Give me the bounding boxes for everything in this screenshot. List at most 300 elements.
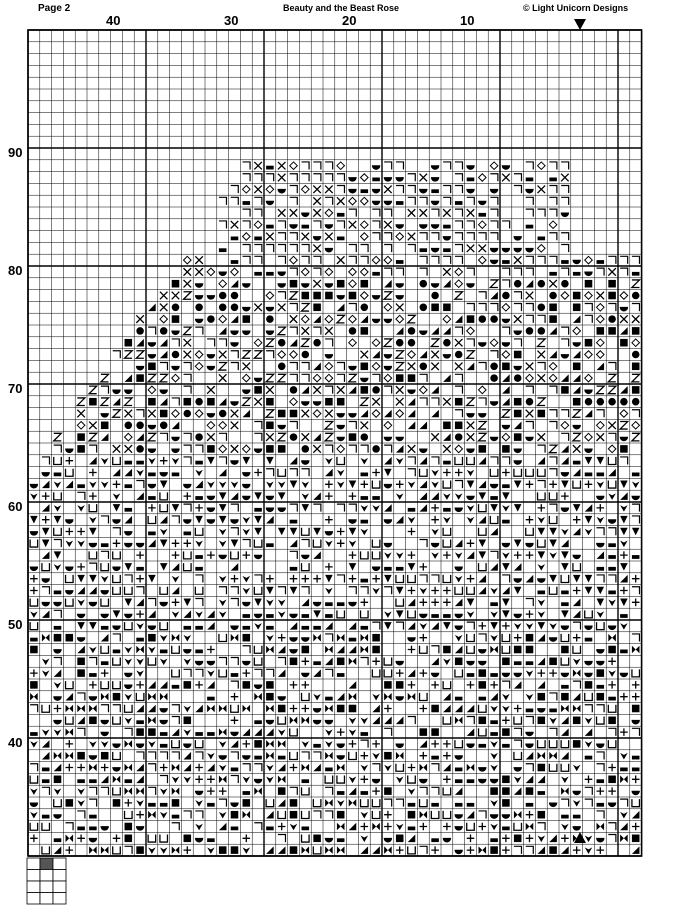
half-circle-symbol [467,449,475,453]
half-circle-symbol [490,484,498,488]
u-shape-symbol [113,587,121,595]
u-shape-symbol [254,587,262,595]
plus-symbol [443,469,451,477]
half-square-symbol [396,260,404,264]
u-shape-symbol [372,669,380,677]
corner-symbol [372,209,380,217]
heart-symbol [89,517,97,524]
full-square-symbol [349,705,357,713]
bowtie-symbol [408,693,416,701]
z-letter-symbol [408,315,416,323]
half-circle-symbol [573,425,581,429]
cross-symbol [231,221,239,229]
diamond-symbol [597,422,605,430]
corner-symbol [632,256,640,264]
half-square-symbol [42,779,50,783]
half-circle-symbol [278,272,286,276]
heart-symbol [266,777,274,784]
full-square-symbol [278,410,286,418]
cross-symbol [337,386,345,394]
plus-symbol [372,658,380,666]
half-square-symbol [184,532,192,536]
z-letter-symbol [538,339,546,347]
half-circle-symbol [195,838,203,842]
heart-symbol [184,777,192,784]
corner-symbol [278,658,286,666]
plus-symbol [514,634,522,642]
half-circle-symbol [219,272,227,276]
half-square-symbol [361,473,369,477]
heart-symbol [490,706,498,713]
half-circle-symbol [278,425,286,429]
circle-symbol [372,445,380,453]
full-square-symbol [632,386,640,394]
z-letter-symbol [101,398,109,406]
full-square-symbol [290,280,298,288]
half-square-symbol [278,756,286,760]
half-circle-symbol [514,237,522,241]
plus-symbol [42,516,50,524]
corner-symbol [561,197,569,205]
corner-symbol [561,410,569,418]
heart-symbol [361,529,369,536]
center-marker-bottom-icon [574,832,586,843]
u-shape-symbol [408,776,416,784]
u-shape-symbol [573,646,581,654]
half-circle-symbol [243,473,251,477]
half-square-symbol [243,626,251,630]
u-shape-symbol [479,563,487,571]
corner-symbol [290,327,298,335]
diamond-symbol [479,256,487,264]
circle-symbol [290,386,298,394]
heart-symbol [372,505,380,512]
corner-symbol [195,811,203,819]
corner-symbol [467,268,475,276]
full-square-symbol [231,846,239,854]
corner-symbol [254,197,262,205]
half-circle-symbol [30,484,38,488]
full-square-symbol [443,304,451,312]
triangle-symbol [89,587,97,595]
half-square-symbol [597,803,605,807]
triangle-symbol [266,811,274,819]
down-triangle-symbol [207,457,215,465]
heart-symbol [467,505,475,512]
heart-symbol [219,541,227,548]
half-circle-symbol [467,284,475,288]
heart-symbol [54,482,62,489]
u-shape-symbol [443,481,451,489]
diamond-symbol [184,256,192,264]
full-square-symbol [361,327,369,335]
heart-symbol [243,576,251,583]
triangle-symbol [302,599,310,607]
half-circle-symbol [160,720,168,724]
u-shape-symbol [420,646,428,654]
triangle-symbol [502,374,510,382]
diamond-symbol [290,351,298,359]
half-square-symbol [325,602,333,606]
down-triangle-symbol [384,575,392,583]
half-square-symbol [313,661,321,665]
corner-symbol [384,799,392,807]
half-square-symbol [585,473,593,477]
down-triangle-symbol [585,587,593,595]
half-circle-symbol [184,520,192,524]
full-square-symbol [573,363,581,371]
half-circle-symbol [42,602,50,606]
cross-symbol [172,292,180,300]
triangle-symbol [349,622,357,630]
half-circle-symbol [455,508,463,512]
plus-symbol [514,705,522,713]
triangle-symbol [479,587,487,595]
half-square-symbol [573,815,581,819]
diamond-symbol [302,315,310,323]
corner-symbol [349,245,357,253]
triangle-symbol [408,622,416,630]
plus-symbol [431,504,439,512]
u-shape-symbol [372,481,380,489]
cross-symbol [302,410,310,418]
full-square-symbol [136,846,144,854]
heart-symbol [431,482,439,489]
full-square-symbol [479,669,487,677]
u-shape-symbol [113,681,121,689]
half-circle-symbol [561,355,569,359]
corner-symbol [243,646,251,654]
corner-symbol [549,504,557,512]
plus-symbol [372,787,380,795]
corner-symbol [585,315,593,323]
diamond-symbol [455,280,463,288]
half-circle-symbol [231,461,239,465]
cross-symbol [254,398,262,406]
corner-symbol [266,174,274,182]
cross-symbol [231,410,239,418]
half-circle-symbol [396,697,404,701]
half-circle-symbol [54,697,62,701]
plus-symbol [219,787,227,795]
cross-symbol [89,422,97,430]
down-triangle-symbol [89,575,97,583]
plus-symbol [195,776,203,784]
corner-symbol [490,209,498,217]
plus-symbol [561,492,569,500]
corner-symbol [490,197,498,205]
half-square-symbol [160,650,168,654]
triangle-symbol [266,516,274,524]
corner-symbol [313,256,321,264]
u-shape-symbol [526,469,534,477]
half-square-symbol [243,201,251,205]
column-label-40: 40 [106,13,121,28]
heart-symbol [620,753,628,760]
half-circle-symbol [113,567,121,571]
corner-symbol [372,374,380,382]
half-circle-symbol [514,614,522,618]
corner-symbol [148,752,156,760]
corner-symbol [302,162,310,170]
corner-symbol [231,504,239,512]
half-circle-symbol [266,201,274,205]
half-circle-symbol [290,650,298,654]
corner-symbol [136,587,144,595]
heart-symbol [349,729,357,736]
down-triangle-symbol [89,528,97,536]
diamond-symbol [172,410,180,418]
u-shape-symbol [313,540,321,548]
full-square-symbol [337,398,345,406]
full-square-symbol [361,386,369,394]
heart-symbol [89,741,97,748]
full-square-symbol [502,445,510,453]
half-circle-symbol [608,520,616,524]
corner-symbol [231,351,239,359]
u-shape-symbol [396,599,404,607]
plus-symbol [620,728,628,736]
full-square-symbol [77,752,85,760]
half-square-symbol [160,732,168,736]
u-shape-symbol [54,799,62,807]
half-circle-symbol [207,661,215,665]
u-shape-symbol [313,799,321,807]
cross-symbol [349,221,357,229]
heart-symbol [585,529,593,536]
full-square-symbol [302,646,310,654]
full-square-symbol [148,634,156,642]
corner-symbol [384,587,392,595]
plus-symbol [89,681,97,689]
half-square-symbol [290,567,298,571]
corner-symbol [408,186,416,194]
half-circle-symbol [207,496,215,500]
u-shape-symbol [184,563,192,571]
plus-symbol [467,835,475,843]
half-square-symbol [549,272,557,276]
corner-symbol [302,363,310,371]
triangle-symbol [431,622,439,630]
u-shape-symbol [54,528,62,536]
full-square-symbol [479,717,487,725]
corner-symbol [313,811,321,819]
cross-symbol [620,315,628,323]
half-circle-symbol [384,437,392,441]
full-square-symbol [538,764,546,772]
half-circle-symbol [243,661,251,665]
heart-symbol [490,588,498,595]
half-circle-symbol [290,614,298,618]
circle-symbol [396,339,404,347]
diamond-symbol [372,256,380,264]
corner-symbol [349,422,357,430]
heart-symbol [148,458,156,465]
u-shape-symbol [561,740,569,748]
corner-symbol [502,681,510,689]
corner-symbol [361,445,369,453]
full-square-symbol [54,776,62,784]
full-square-symbol [526,634,534,642]
diamond-symbol [349,339,357,347]
z-letter-symbol [349,374,357,382]
corner-symbol [455,327,463,335]
half-circle-symbol [467,496,475,500]
down-triangle-symbol [113,504,121,512]
bowtie-symbol [148,717,156,725]
triangle-symbol [136,339,144,347]
u-shape-symbol [479,728,487,736]
corner-symbol [302,587,310,595]
half-circle-symbol [561,508,569,512]
half-circle-symbol [101,720,109,724]
half-circle-symbol [502,673,510,677]
heart-symbol [77,800,85,807]
plus-symbol [278,823,286,831]
triangle-symbol [431,658,439,666]
plus-symbol [467,575,475,583]
cross-symbol [526,363,534,371]
full-square-symbol [325,398,333,406]
u-shape-symbol [89,504,97,512]
corner-symbol [101,705,109,713]
plus-symbol [632,823,640,831]
corner-symbol [313,752,321,760]
full-square-symbol [455,658,463,666]
plus-symbol [136,551,144,559]
corner-symbol [349,209,357,217]
down-triangle-symbol [549,540,557,548]
half-circle-symbol [372,296,380,300]
z-letter-symbol [243,398,251,406]
triangle-symbol [337,646,345,654]
triangle-symbol [538,658,546,666]
plus-symbol [113,835,121,843]
triangle-symbol [431,410,439,418]
corner-symbol [54,658,62,666]
cross-symbol [195,268,203,276]
cross-symbol [549,280,557,288]
full-square-symbol [502,787,510,795]
full-square-symbol [632,327,640,335]
bowtie-symbol [337,764,345,772]
half-circle-symbol [561,673,569,677]
plus-symbol [207,551,215,559]
z-letter-symbol [479,422,487,430]
heart-symbol [538,611,546,618]
half-circle-symbol [479,768,487,772]
heart-symbol [384,552,392,559]
half-circle-symbol [160,709,168,713]
plus-symbol [526,835,534,843]
half-circle-symbol [420,331,428,335]
corner-symbol [278,233,286,241]
heart-symbol [490,824,498,831]
corner-symbol [561,186,569,194]
corner-symbol [101,551,109,559]
half-circle-symbol [207,520,215,524]
diamond-symbol [490,339,498,347]
circle-symbol [184,410,192,418]
down-triangle-symbol [538,528,546,536]
plus-symbol [113,540,121,548]
u-shape-symbol [549,587,557,595]
half-circle-symbol [597,744,605,748]
half-square-symbol [325,768,333,772]
triangle-symbol [172,563,180,571]
triangle-symbol [66,481,74,489]
diamond-symbol [585,256,593,264]
triangle-symbol [243,410,251,418]
full-square-symbol [431,304,439,312]
half-circle-symbol [325,284,333,288]
heart-symbol [278,611,286,618]
corner-symbol [219,339,227,347]
half-circle-symbol [455,614,463,618]
corner-symbol [254,823,262,831]
u-shape-symbol [195,740,203,748]
plus-symbol [384,823,392,831]
diamond-symbol [148,386,156,394]
half-circle-symbol [254,449,262,453]
full-square-symbol [302,292,310,300]
cross-symbol [325,186,333,194]
corner-symbol [184,457,192,465]
bowtie-symbol [561,787,569,795]
half-circle-symbol [420,189,428,193]
half-circle-symbol [597,496,605,500]
bowtie-symbol [77,705,85,713]
plus-symbol [349,492,357,500]
triangle-symbol [160,351,168,359]
down-triangle-symbol [160,540,168,548]
cross-symbol [431,363,439,371]
half-circle-symbol [101,827,109,831]
bowtie-symbol [620,776,628,784]
cross-symbol [361,351,369,359]
plus-symbol [573,634,581,642]
corner-symbol [514,174,522,182]
heart-symbol [502,552,510,559]
half-circle-symbol [195,661,203,665]
bowtie-symbol [420,764,428,772]
cross-symbol [597,292,605,300]
bowtie-symbol [561,705,569,713]
half-square-symbol [195,626,203,630]
corner-symbol [490,233,498,241]
bowtie-symbol [384,693,392,701]
heart-symbol [443,517,451,524]
diamond-symbol [325,363,333,371]
heart-symbol [302,741,310,748]
diamond-symbol [243,233,251,241]
full-square-symbol [573,304,581,312]
corner-symbol [467,197,475,205]
half-circle-symbol [325,248,333,252]
diamond-symbol [538,245,546,253]
half-circle-symbol [101,414,109,418]
diamond-symbol [290,256,298,264]
corner-symbol [408,245,416,253]
heart-symbol [585,847,593,854]
plus-symbol [160,457,168,465]
triangle-symbol [431,386,439,394]
half-circle-symbol [549,803,557,807]
half-circle-symbol [585,661,593,665]
half-circle-symbol [325,532,333,536]
half-circle-symbol [573,791,581,795]
half-circle-symbol [384,319,392,323]
